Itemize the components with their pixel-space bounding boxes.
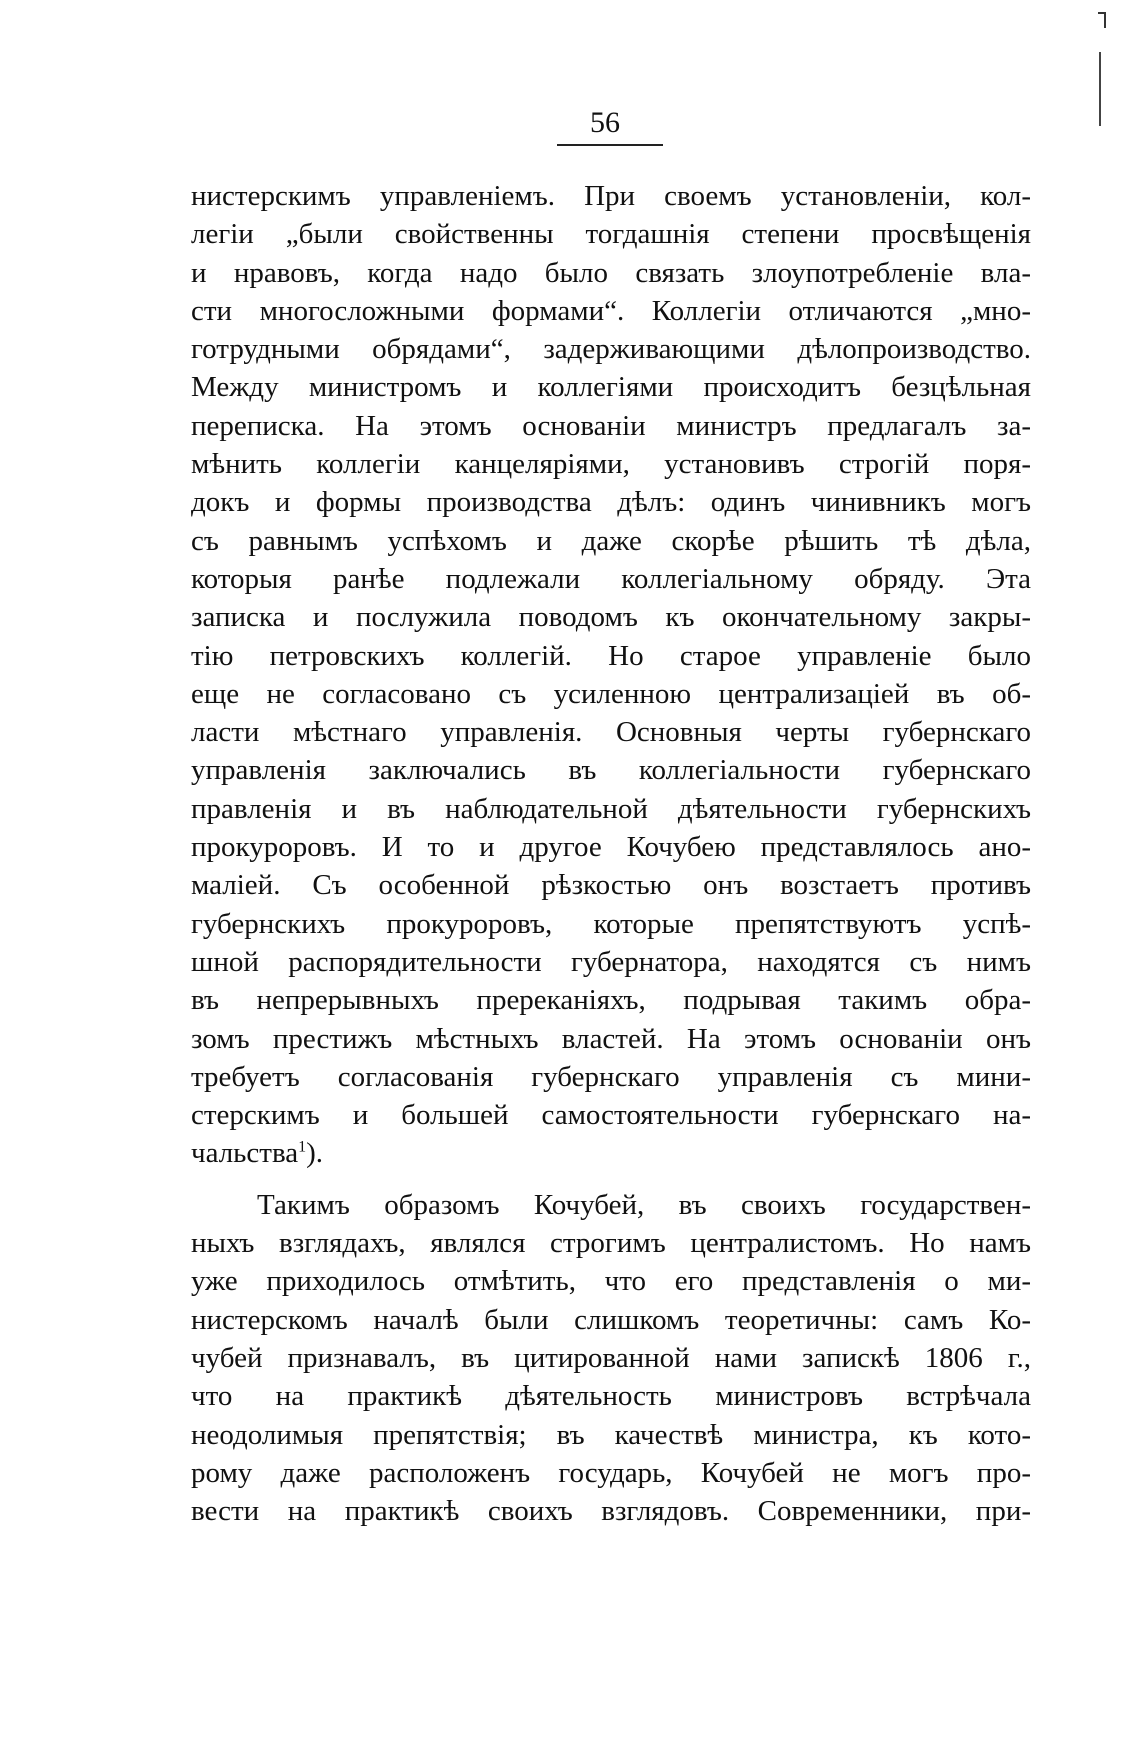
text-line: прокуроровъ. И то и другое Кочубею представлялось ано- [191, 831, 1031, 864]
text-line: что на практикѣ дѣятельность министровъ встрѣчала [191, 1380, 1031, 1413]
text-line: управленія заключались въ коллегіальности губернскаго [191, 754, 1031, 787]
text-line: переписка. На этомъ основаніи министръ предлагалъ за- [191, 409, 1031, 442]
text-line: стерскимъ и большей самостоятельности губернскаго на- [191, 1099, 1031, 1132]
text-line: рому даже расположенъ государь, Кочубей не могъ про- [191, 1456, 1031, 1489]
text-line: неодолимыя препятствія; въ качествѣ министра, къ кото- [191, 1418, 1031, 1451]
text-line: Между министромъ и коллегіями происходитъ безцѣльная [191, 371, 1031, 404]
text-line: тію петровскихъ коллегій. Но старое управленіе было [191, 639, 1031, 672]
text-line: Такимъ образомъ Кочубей, въ своихъ государствен- [257, 1188, 1031, 1221]
text-line: мѣнить коллегіи канцеляріями, установивъ строгій поря- [191, 448, 1031, 481]
footnote-reference: 1 [298, 1138, 307, 1156]
text-line: вести на практикѣ своихъ взглядовъ. Современники, при- [191, 1495, 1031, 1528]
text-line-last [191, 1134, 1031, 1172]
text-line: докъ и формы производства дѣлъ: одинъ чинивникъ могъ [191, 486, 1031, 519]
page-number: 56 [590, 106, 620, 139]
text-line: записка и послужила поводомъ къ окончательному закры- [191, 601, 1031, 634]
text-line: съ равнымъ успѣхомъ и даже скорѣе рѣшить тѣ дѣла, [191, 524, 1031, 557]
text-line: чубей признавалъ, въ цитированной нами запискѣ 1806 г., [191, 1341, 1031, 1374]
text-line: маліей. Съ особенной рѣзкостью онъ возстаетъ противъ [191, 869, 1031, 902]
text-line: правленія и въ наблюдательной дѣятельности губернскихъ [191, 792, 1031, 825]
scan-edge-tick [1098, 12, 1106, 28]
text-line: нистерскомъ началѣ были слишкомъ теоретичны: самъ Ко- [191, 1303, 1031, 1336]
text-line: требуетъ согласованія губернскаго управленія съ мини- [191, 1060, 1031, 1093]
text-line: ласти мѣстнаго управленія. Основныя черты губернскаго [191, 716, 1031, 749]
text-line: зомъ престижъ мѣстныхъ властей. На этомъ основаніи онъ [191, 1022, 1031, 1055]
text-line: губернскихъ прокуроровъ, которые препятствуютъ успѣ- [191, 907, 1031, 940]
text-line: которыя ранѣе подлежали коллегіальному обряду. Эта [191, 562, 1031, 595]
scan-edge-mark [1099, 52, 1101, 126]
text-line: нистерскимъ управленіемъ. При своемъ установленіи, кол- [191, 180, 1031, 212]
text-line: легіи „были свойственны тогдашнія степени просвѣщенія [191, 218, 1031, 251]
text-line: уже приходилось отмѣтить, что его представленія о ми- [191, 1265, 1031, 1298]
text-line: готрудными обрядами“, задерживающими дѣлопроизводство. [191, 333, 1031, 366]
paragraph-gap [191, 1173, 1031, 1186]
text-fragment: ). [306, 1137, 324, 1170]
page-number-rule [557, 144, 663, 146]
text-line: шной распорядительности губернатора, находятся съ нимъ [191, 945, 1031, 978]
text-line: ныхъ взглядахъ, являлся строгимъ централистомъ. Но намъ [191, 1227, 1031, 1260]
text-line: еще не согласовано съ усиленною централизаціей въ об- [191, 677, 1031, 710]
text-fragment: чальства [191, 1137, 299, 1170]
text-line: сти многосложными формами“. Коллегіи отличаются „мно- [191, 294, 1031, 327]
paragraph-1 [191, 177, 1031, 1173]
text-line: и нравовъ, когда надо было связать злоупотребленіе вла- [191, 256, 1031, 289]
paragraph-2 [191, 1186, 1031, 1531]
text-line: въ непрерывныхъ пререканіяхъ, подрывая такимъ обра- [191, 984, 1031, 1017]
body-text [191, 177, 1031, 1530]
